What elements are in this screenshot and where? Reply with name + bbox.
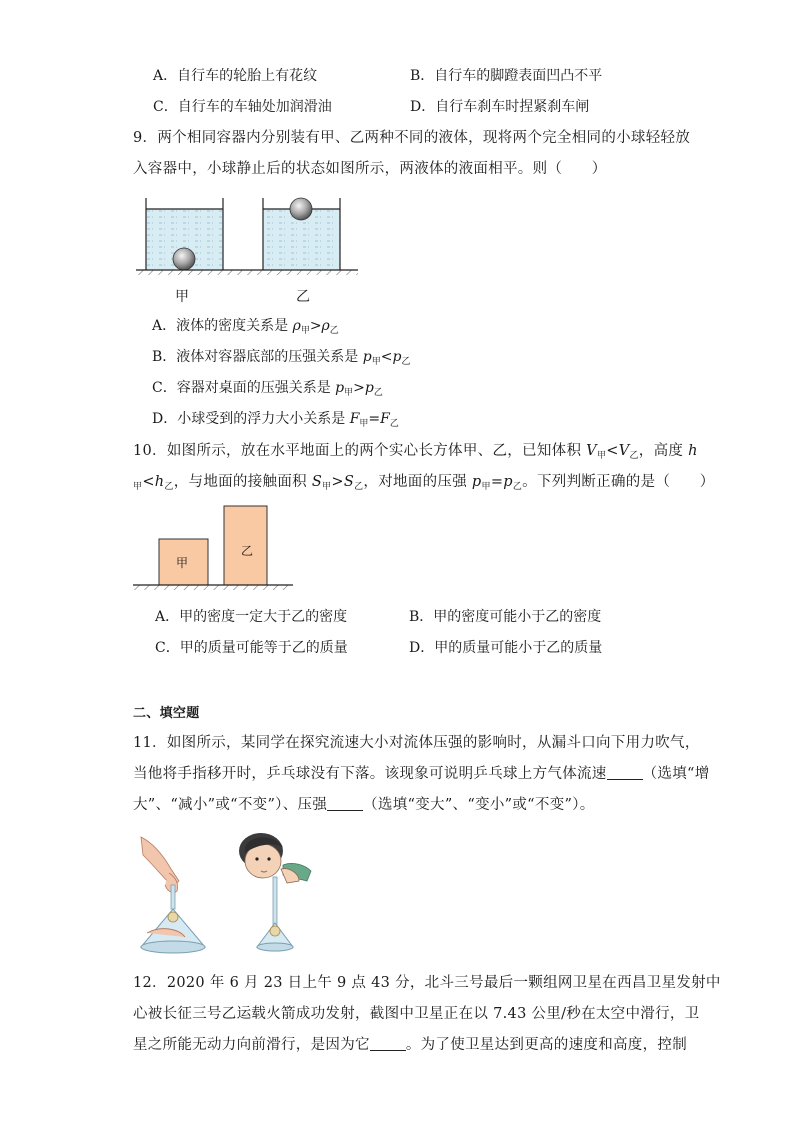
q12-stem-line1: 12．2020 年 6 月 23 日上午 9 点 43 分，北斗三号最后一颗组网卫星在西昌卫星发射中 [133, 975, 721, 991]
q9-label-jia: 甲 [175, 289, 189, 305]
q11-blank-1[interactable] [607, 765, 643, 780]
q10-option-b: B．甲的密度可能小于乙的密度 [409, 609, 602, 625]
q10-block-yi-label: 乙 [241, 544, 254, 558]
section-fill-in-title: 二、填空题 [133, 706, 200, 721]
q9-ball-jia [173, 248, 195, 270]
q9-label-yi: 乙 [296, 289, 310, 305]
q10-stem-line1: 10．如图所示，放在水平地面上的两个实心长方体甲、乙，已知体积 $V_甲<V_乙$，高度 h [133, 443, 698, 461]
q9-stem-line1: 9．两个相同容器内分别装有甲、乙两种不同的液体，现将两个完全相同的小球轻轻放 [133, 130, 691, 146]
q12-blank-1[interactable] [370, 1036, 406, 1051]
q10-blocks-figure [133, 502, 303, 592]
q10-option-d: D．甲的质量可能小于乙的质量 [409, 640, 603, 656]
q11-stem-line1: 11．如图所示，某同学在探究流速大小对流体压强的影响时，从漏斗口向下用力吹气， [133, 735, 700, 751]
q8-option-b: B．自行车的脚蹬表面凹凸不平 [410, 68, 603, 84]
q11-blank-2[interactable] [327, 796, 363, 811]
q12-stem-line3: 星之所能无动力向前滑行，是因为它 。为了使卫星达到更高的速度和高度，控制 [133, 1037, 688, 1053]
q9-ground [136, 270, 358, 275]
q8-option-a: A．自行车的轮胎上有花纹 [153, 68, 318, 84]
q9-stem-line2: 入容器中，小球静止后的状态如图所示，两液体的液面相平。则（ ） [133, 161, 607, 177]
q8-option-d: D．自行车刹车时捏紧刹车闸 [410, 99, 590, 115]
q11-funnel-illustration [133, 825, 343, 960]
q10-block-jia-label: 甲 [176, 556, 189, 570]
q10-stem-line2: $_甲<h_乙$，与地面的接触面积 $S_甲>S_乙$，对地面的压强 $p_甲=p_乙$。下列判断正确的是（ ） [133, 474, 715, 492]
q10-option-a: A．甲的密度一定大于乙的密度 [155, 609, 348, 625]
q9-option-b: B．液体对容器底部的压强关系是 $p_甲<p_乙$ [152, 349, 411, 367]
q9-option-d: D．小球受到的浮力大小关系是 $F_甲=F_乙$ [152, 411, 399, 429]
q11-stem-line3: 大”、“减小”或“不变”）、压强 （选填“变大”、“变小”或“不变”）。 [133, 797, 595, 813]
q12-stem-line2: 心被长征三号乙运载火箭成功发射，截图中卫星正在以 7.43 公里/秒在太空中滑行，卫 [133, 1006, 700, 1022]
q10-option-c: C．甲的质量可能等于乙的质量 [155, 640, 348, 656]
q9-option-a: A．液体的密度关系是 $\rho_甲>\rho_乙$ [152, 318, 339, 336]
q8-option-c: C．自行车的车轴处加润滑油 [153, 99, 332, 115]
q10-ground [133, 585, 293, 590]
q9-ball-yi [290, 198, 312, 220]
q9-option-c: C．容器对桌面的压强关系是 $p_甲>p_乙$ [152, 380, 383, 398]
q9-containers-figure [134, 190, 374, 275]
q11-stem-line2: 当他将手指移开时，乒乓球没有下落。该现象可说明乒乓球上方气体流速 （选填“增 [133, 766, 710, 782]
